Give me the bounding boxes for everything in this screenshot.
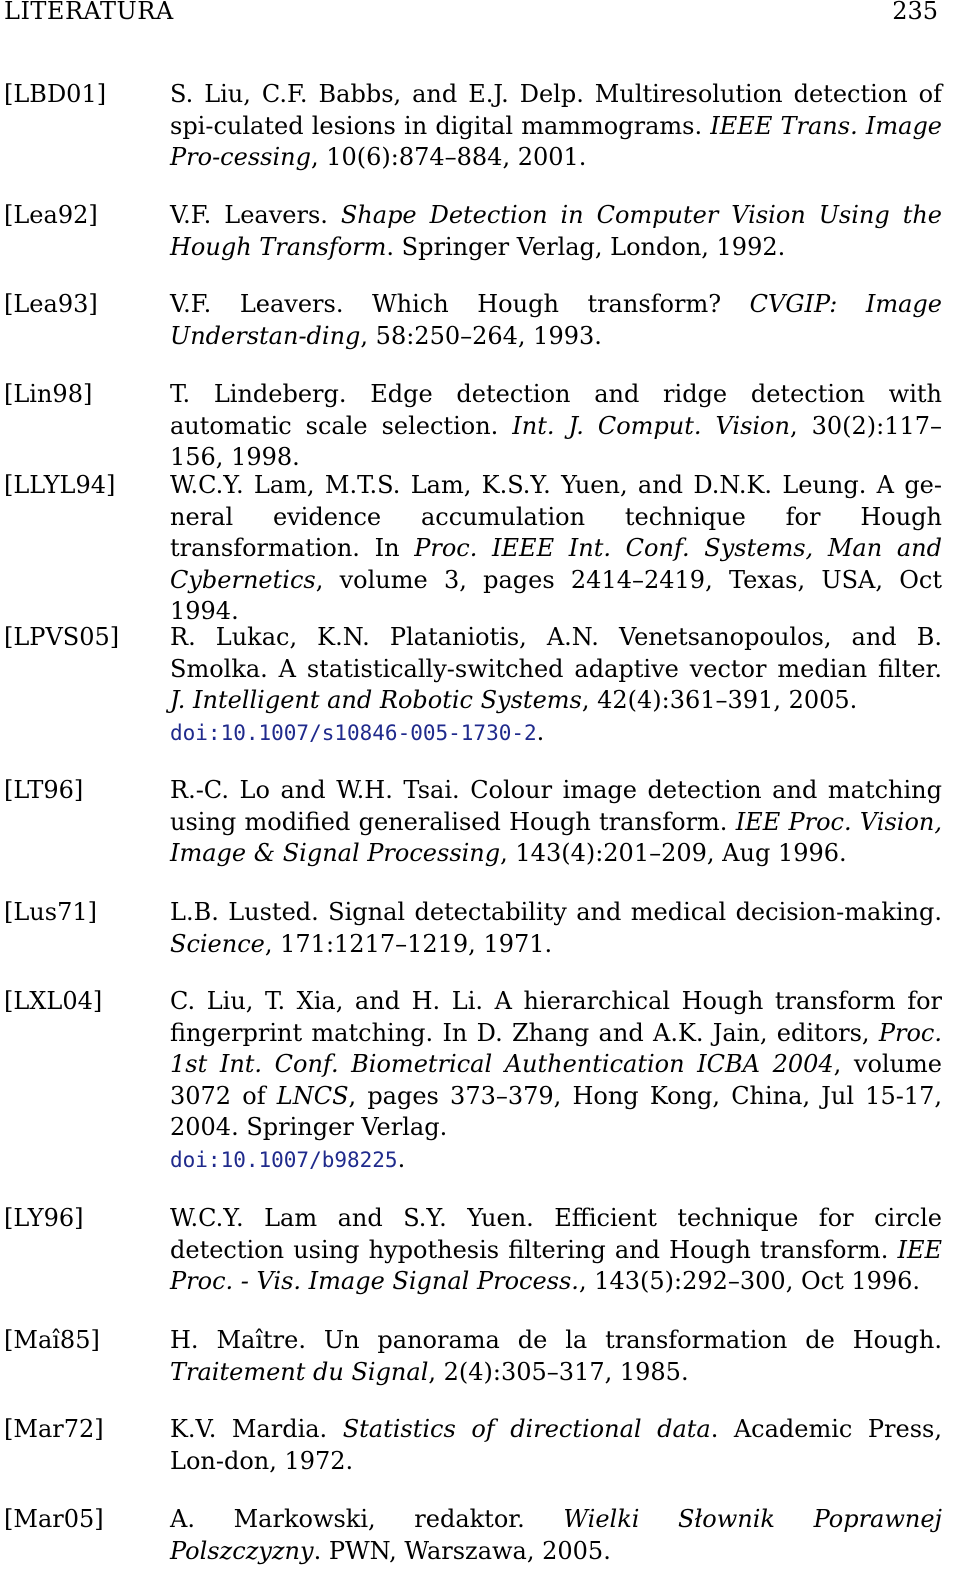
running-header <box>4 0 938 29</box>
reference-text: H. Maître. Un panorama de la transformation de Hough. Traitement du Signal, 2(4):305–317, 1985. <box>170 1326 942 1386</box>
page-number: 235 <box>892 0 938 25</box>
doi-link[interactable]: doi:10.1007/s10846-005-1730-2 <box>170 720 537 745</box>
reference-text: S. Liu, C.F. Babbs, and E.J. Delp. Multiresolution detection of spi-culated lesions in digital mammograms. IEEE Trans. Image Pro-cessing, 10(6):874–884, 2001. <box>170 80 943 172</box>
reference-key: [LBD01] <box>4 80 107 108</box>
reference-key: [Mar72] <box>4 1415 104 1443</box>
reference-text: W.C.Y. Lam and S.Y. Yuen. Efficient technique for circle detection using hypothesis filtering and Hough transform. IEE Proc. - Vis. Image Signal Process., 143(5):292–300, Oct 1996. <box>170 1204 942 1296</box>
reference-key: [Lea92] <box>4 201 98 229</box>
reference-text: R. Lukac, K.N. Plataniotis, A.N. Venetsanopoulos, and B. Smolka. A statistically-switched adaptive vector median filter. J. Intelligent and Robotic Systems, 42(4):361–391, 2005. doi:10.1007/s10846-005-1730-2. <box>170 623 942 746</box>
reference-key: [LT96] <box>4 776 84 804</box>
reference-key: [LPVS05] <box>4 623 120 651</box>
reference-key: [Lea93] <box>4 290 98 318</box>
section-title: LITERATURA <box>4 0 174 25</box>
reference-text: R.-C. Lo and W.H. Tsai. Colour image detection and matching using modified generalised Hough transform. IEE Proc. Vision, Image & Signal Processing, 143(4):201–209, Aug 1996. <box>170 776 943 868</box>
reference-key: [Lin98] <box>4 380 93 408</box>
reference-text: T. Lindeberg. Edge detection and ridge detection with automatic scale selection. Int. J. Comput. Vision, 30(2):117–156, 1998. <box>170 380 943 472</box>
reference-key: [Lus71] <box>4 898 97 926</box>
reference-text: V.F. Leavers. Shape Detection in Computer Vision Using the Hough Transform. Springer Verlag, London, 1992. <box>170 201 942 261</box>
reference-text: K.V. Mardia. Statistics of directional data. Academic Press, Lon-don, 1972. <box>170 1415 942 1475</box>
reference-text: C. Liu, T. Xia, and H. Li. A hierarchical Hough transform for fingerprint matching. In D. Zhang and A.K. Jain, editors, Proc. 1st Int. Conf. Biometrical Authentication ICBA 2004, volume 3072 of LNCS, pages 373–379, Hong Kong, China, Jul 15-17, 2004. Springer Verlag. doi:10.1007/b98225. <box>170 987 943 1173</box>
reference-text: V.F. Leavers. Which Hough transform? CVGIP: Image Understan-ding, 58:250–264, 1993. <box>170 290 943 350</box>
reference-text: L.B. Lusted. Signal detectability and medical decision-making. Science, 171:1217–1219, 1971. <box>170 898 942 958</box>
reference-key: [LXL04] <box>4 987 103 1015</box>
reference-text: A. Markowski, redaktor. Wielki Słownik Poprawnej Polszczyzny. PWN, Warszawa, 2005. <box>170 1505 942 1565</box>
reference-key: [LY96] <box>4 1204 84 1232</box>
reference-text: W.C.Y. Lam, M.T.S. Lam, K.S.Y. Yuen, and D.N.K. Leung. A ge-neral evidence accumulation technique for Hough transformation. In Proc. IEEE Int. Conf. Systems, Man and Cybernetics, volume 3, pages 2414–2419, Texas, USA, Oct 1994. <box>170 471 942 626</box>
reference-key: [LLYL94] <box>4 471 116 499</box>
doi-link[interactable]: doi:10.1007/b98225 <box>170 1147 398 1172</box>
reference-key: [Mar05] <box>4 1505 104 1533</box>
reference-key: [Maî85] <box>4 1326 100 1354</box>
